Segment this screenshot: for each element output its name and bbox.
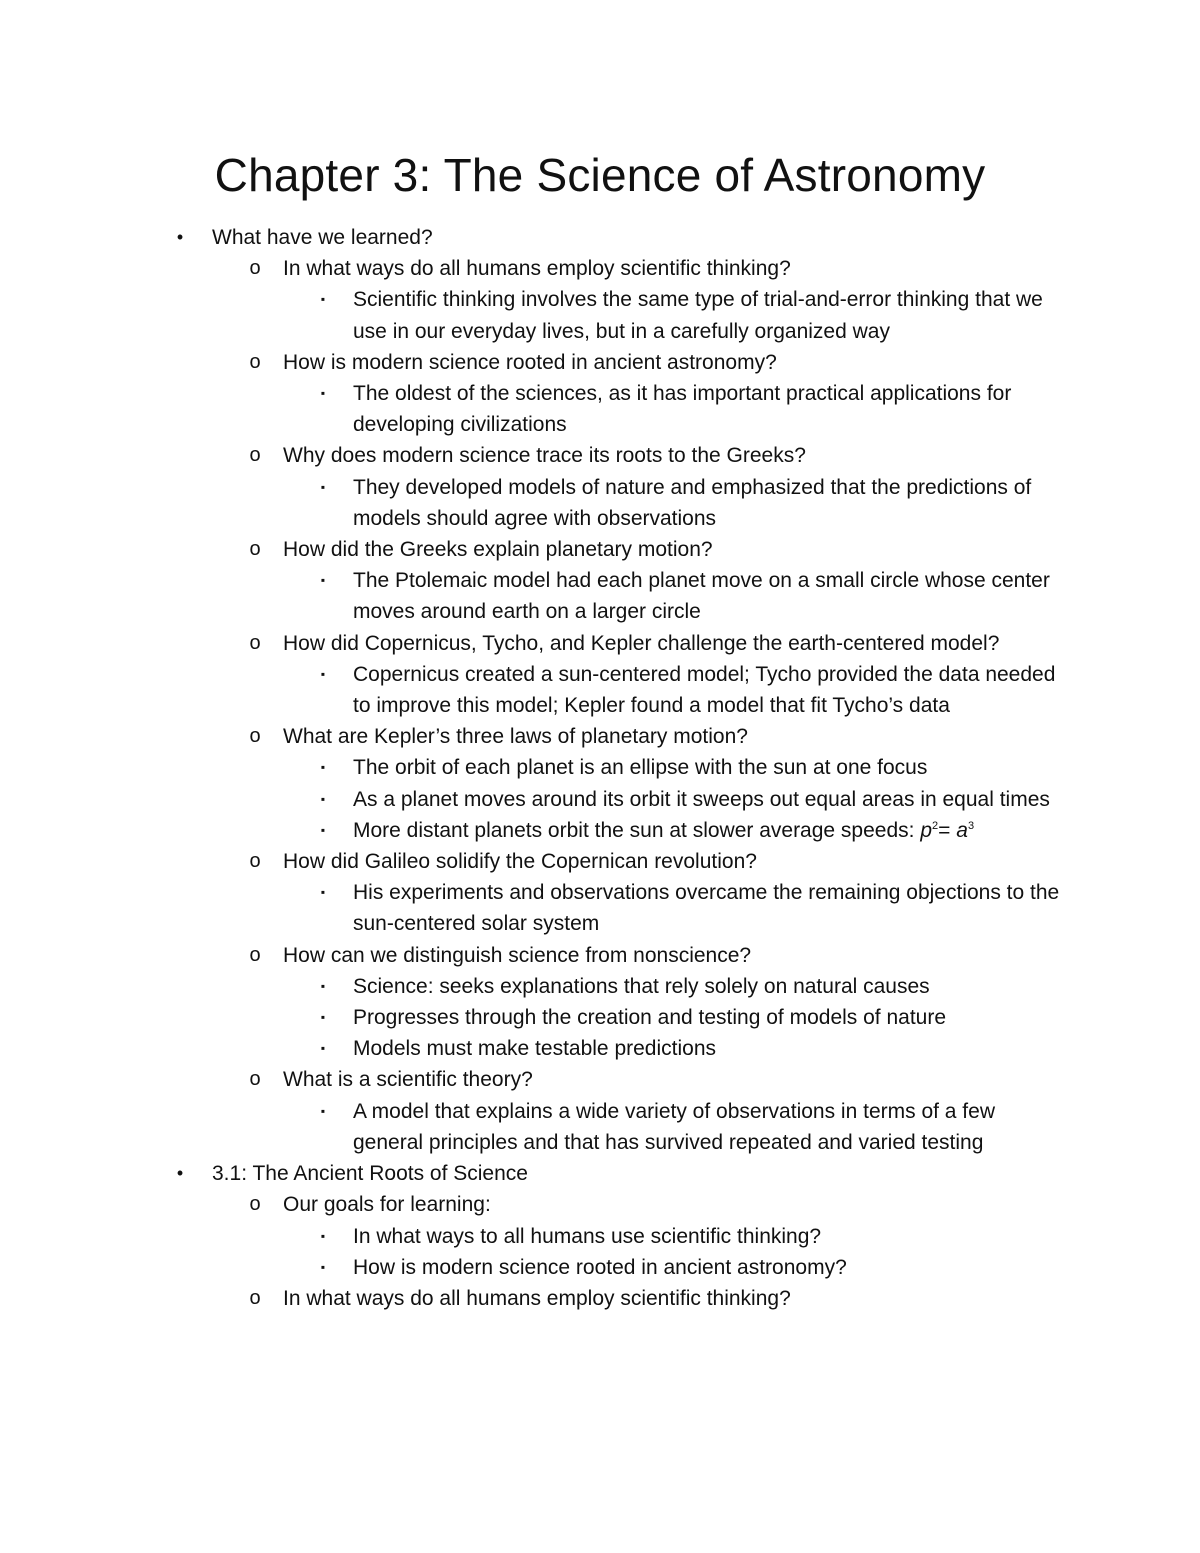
answer-item xyxy=(0,284,1200,346)
answer-item xyxy=(0,378,1200,440)
answer-text: A model that explains a wide variety of observations in terms of a few general principles and that has survived repeated and varied testing xyxy=(353,1099,995,1154)
answer-item xyxy=(0,815,1200,846)
answer-item xyxy=(0,1221,1200,1252)
square-bullet-icon: ▪ xyxy=(320,292,326,307)
disc-bullet-icon: • xyxy=(176,1163,184,1184)
question-item xyxy=(0,721,1200,752)
circle-bullet-icon: o xyxy=(249,538,261,561)
notes-outline xyxy=(0,222,1200,1314)
circle-bullet-icon: o xyxy=(249,1068,261,1091)
formula-a-exponent: 3 xyxy=(967,819,975,832)
section-label: 3.1: The Ancient Roots of Science xyxy=(212,1162,528,1186)
question-item xyxy=(0,1283,1200,1314)
question-text: What is a scientific theory? xyxy=(283,1068,533,1092)
circle-bullet-icon: o xyxy=(249,631,261,654)
answer-text: His experiments and observations overcame the remaining objections to the sun-centered solar system xyxy=(353,881,1060,936)
square-bullet-icon: ▪ xyxy=(320,1010,326,1025)
answer-item xyxy=(0,659,1200,721)
disc-bullet-icon: • xyxy=(176,227,184,247)
question-item xyxy=(0,534,1200,565)
answer-item xyxy=(0,1252,1200,1283)
question-text: How did Copernicus, Tycho, and Kepler challenge the earth-centered model? xyxy=(283,631,1000,655)
answer-text: As a planet moves around its orbit it sweeps out equal areas in equal times xyxy=(353,787,1050,811)
kepler-third-law-answer xyxy=(353,815,1070,846)
question-text: How is modern science rooted in ancient astronomy? xyxy=(283,350,777,374)
question-item xyxy=(0,1064,1200,1095)
answer-text: Progresses through the creation and testing of models of nature xyxy=(353,1006,947,1030)
answer-text: Models must make testable predictions xyxy=(353,1037,716,1061)
question-text: Our goals for learning: xyxy=(283,1193,491,1217)
answer-item xyxy=(0,472,1200,534)
square-bullet-icon: ▪ xyxy=(320,1103,326,1118)
square-bullet-icon: ▪ xyxy=(320,791,326,806)
formula-p: p xyxy=(920,818,933,842)
answer-item xyxy=(0,1002,1200,1033)
circle-bullet-icon: o xyxy=(249,943,261,966)
question-item xyxy=(0,940,1200,971)
circle-bullet-icon: o xyxy=(249,1286,261,1309)
question-text: How did the Greeks explain planetary motion? xyxy=(283,538,713,562)
square-bullet-icon: ▪ xyxy=(320,885,326,900)
answer-text: How is modern science rooted in ancient astronomy? xyxy=(353,1255,847,1279)
question-item xyxy=(0,1189,1200,1220)
answer-item xyxy=(0,877,1200,939)
square-bullet-icon: ▪ xyxy=(320,573,326,588)
question-item xyxy=(0,253,1200,284)
answer-item xyxy=(0,565,1200,627)
question-item xyxy=(0,440,1200,471)
question-text: What are Kepler’s three laws of planetary motion? xyxy=(283,725,748,749)
section-heading xyxy=(0,1158,1200,1189)
formula-p-exponent: 2 xyxy=(932,819,939,832)
question-item xyxy=(0,347,1200,378)
answer-text: Copernicus created a sun-centered model; Tycho provided the data needed to improve this model; Kepler found a model that fit Tycho’s data xyxy=(353,662,1056,718)
question-text: In what ways do all humans employ scientific thinking? xyxy=(283,257,791,281)
square-bullet-icon: ▪ xyxy=(320,978,326,993)
page-title: Chapter 3: The Science of Astronomy xyxy=(214,149,986,201)
answer-text: In what ways to all humans use scientific thinking? xyxy=(353,1224,822,1248)
circle-bullet-icon: o xyxy=(249,350,261,373)
question-text: How did Galileo solidify the Copernican revolution? xyxy=(283,850,757,874)
square-bullet-icon: ▪ xyxy=(320,666,326,681)
question-item xyxy=(0,628,1200,659)
answer-item xyxy=(0,752,1200,783)
formula-a: a xyxy=(956,818,968,842)
answer-item xyxy=(0,1096,1200,1158)
answer-text: The Ptolemaic model had each planet move on a small circle whose center moves around earth on a larger circle xyxy=(353,569,1050,624)
question-item xyxy=(0,846,1200,877)
circle-bullet-icon: o xyxy=(249,444,261,467)
answer-item xyxy=(0,971,1200,1002)
answer-text: The oldest of the sciences, as it has important practical applications for developing civilizations xyxy=(353,382,1012,437)
square-bullet-icon: ▪ xyxy=(320,1259,326,1274)
formula-equals: = xyxy=(938,818,957,842)
answer-text: Scientific thinking involves the same type of trial-and-error thinking that we use in our everyday lives, but in a carefully organized way xyxy=(353,288,1043,343)
answer-text: They developed models of nature and emphasized that the predictions of models should agree with observations xyxy=(353,475,1032,530)
answer-text: More distant planets orbit the sun at slower average speeds: xyxy=(353,818,921,842)
circle-bullet-icon: o xyxy=(249,1193,261,1216)
square-bullet-icon: ▪ xyxy=(320,1041,326,1056)
circle-bullet-icon: o xyxy=(249,725,261,748)
question-text: How can we distinguish science from nonscience? xyxy=(283,943,752,967)
section-heading xyxy=(0,222,1200,253)
question-text: Why does modern science trace its roots to the Greeks? xyxy=(283,444,806,468)
answer-item xyxy=(0,784,1200,815)
answer-item xyxy=(0,1033,1200,1064)
square-bullet-icon: ▪ xyxy=(320,479,326,494)
question-text: In what ways do all humans employ scientific thinking? xyxy=(283,1286,791,1310)
answer-text: The orbit of each planet is an ellipse with the sun at one focus xyxy=(353,756,928,780)
circle-bullet-icon: o xyxy=(249,850,261,873)
answer-text: Science: seeks explanations that rely solely on natural causes xyxy=(353,974,930,998)
section-label: What have we learned? xyxy=(212,226,433,249)
square-bullet-icon: ▪ xyxy=(320,386,326,401)
square-bullet-icon: ▪ xyxy=(320,1228,326,1243)
square-bullet-icon: ▪ xyxy=(320,760,326,775)
square-bullet-icon: ▪ xyxy=(320,822,326,837)
circle-bullet-icon: o xyxy=(249,257,261,280)
